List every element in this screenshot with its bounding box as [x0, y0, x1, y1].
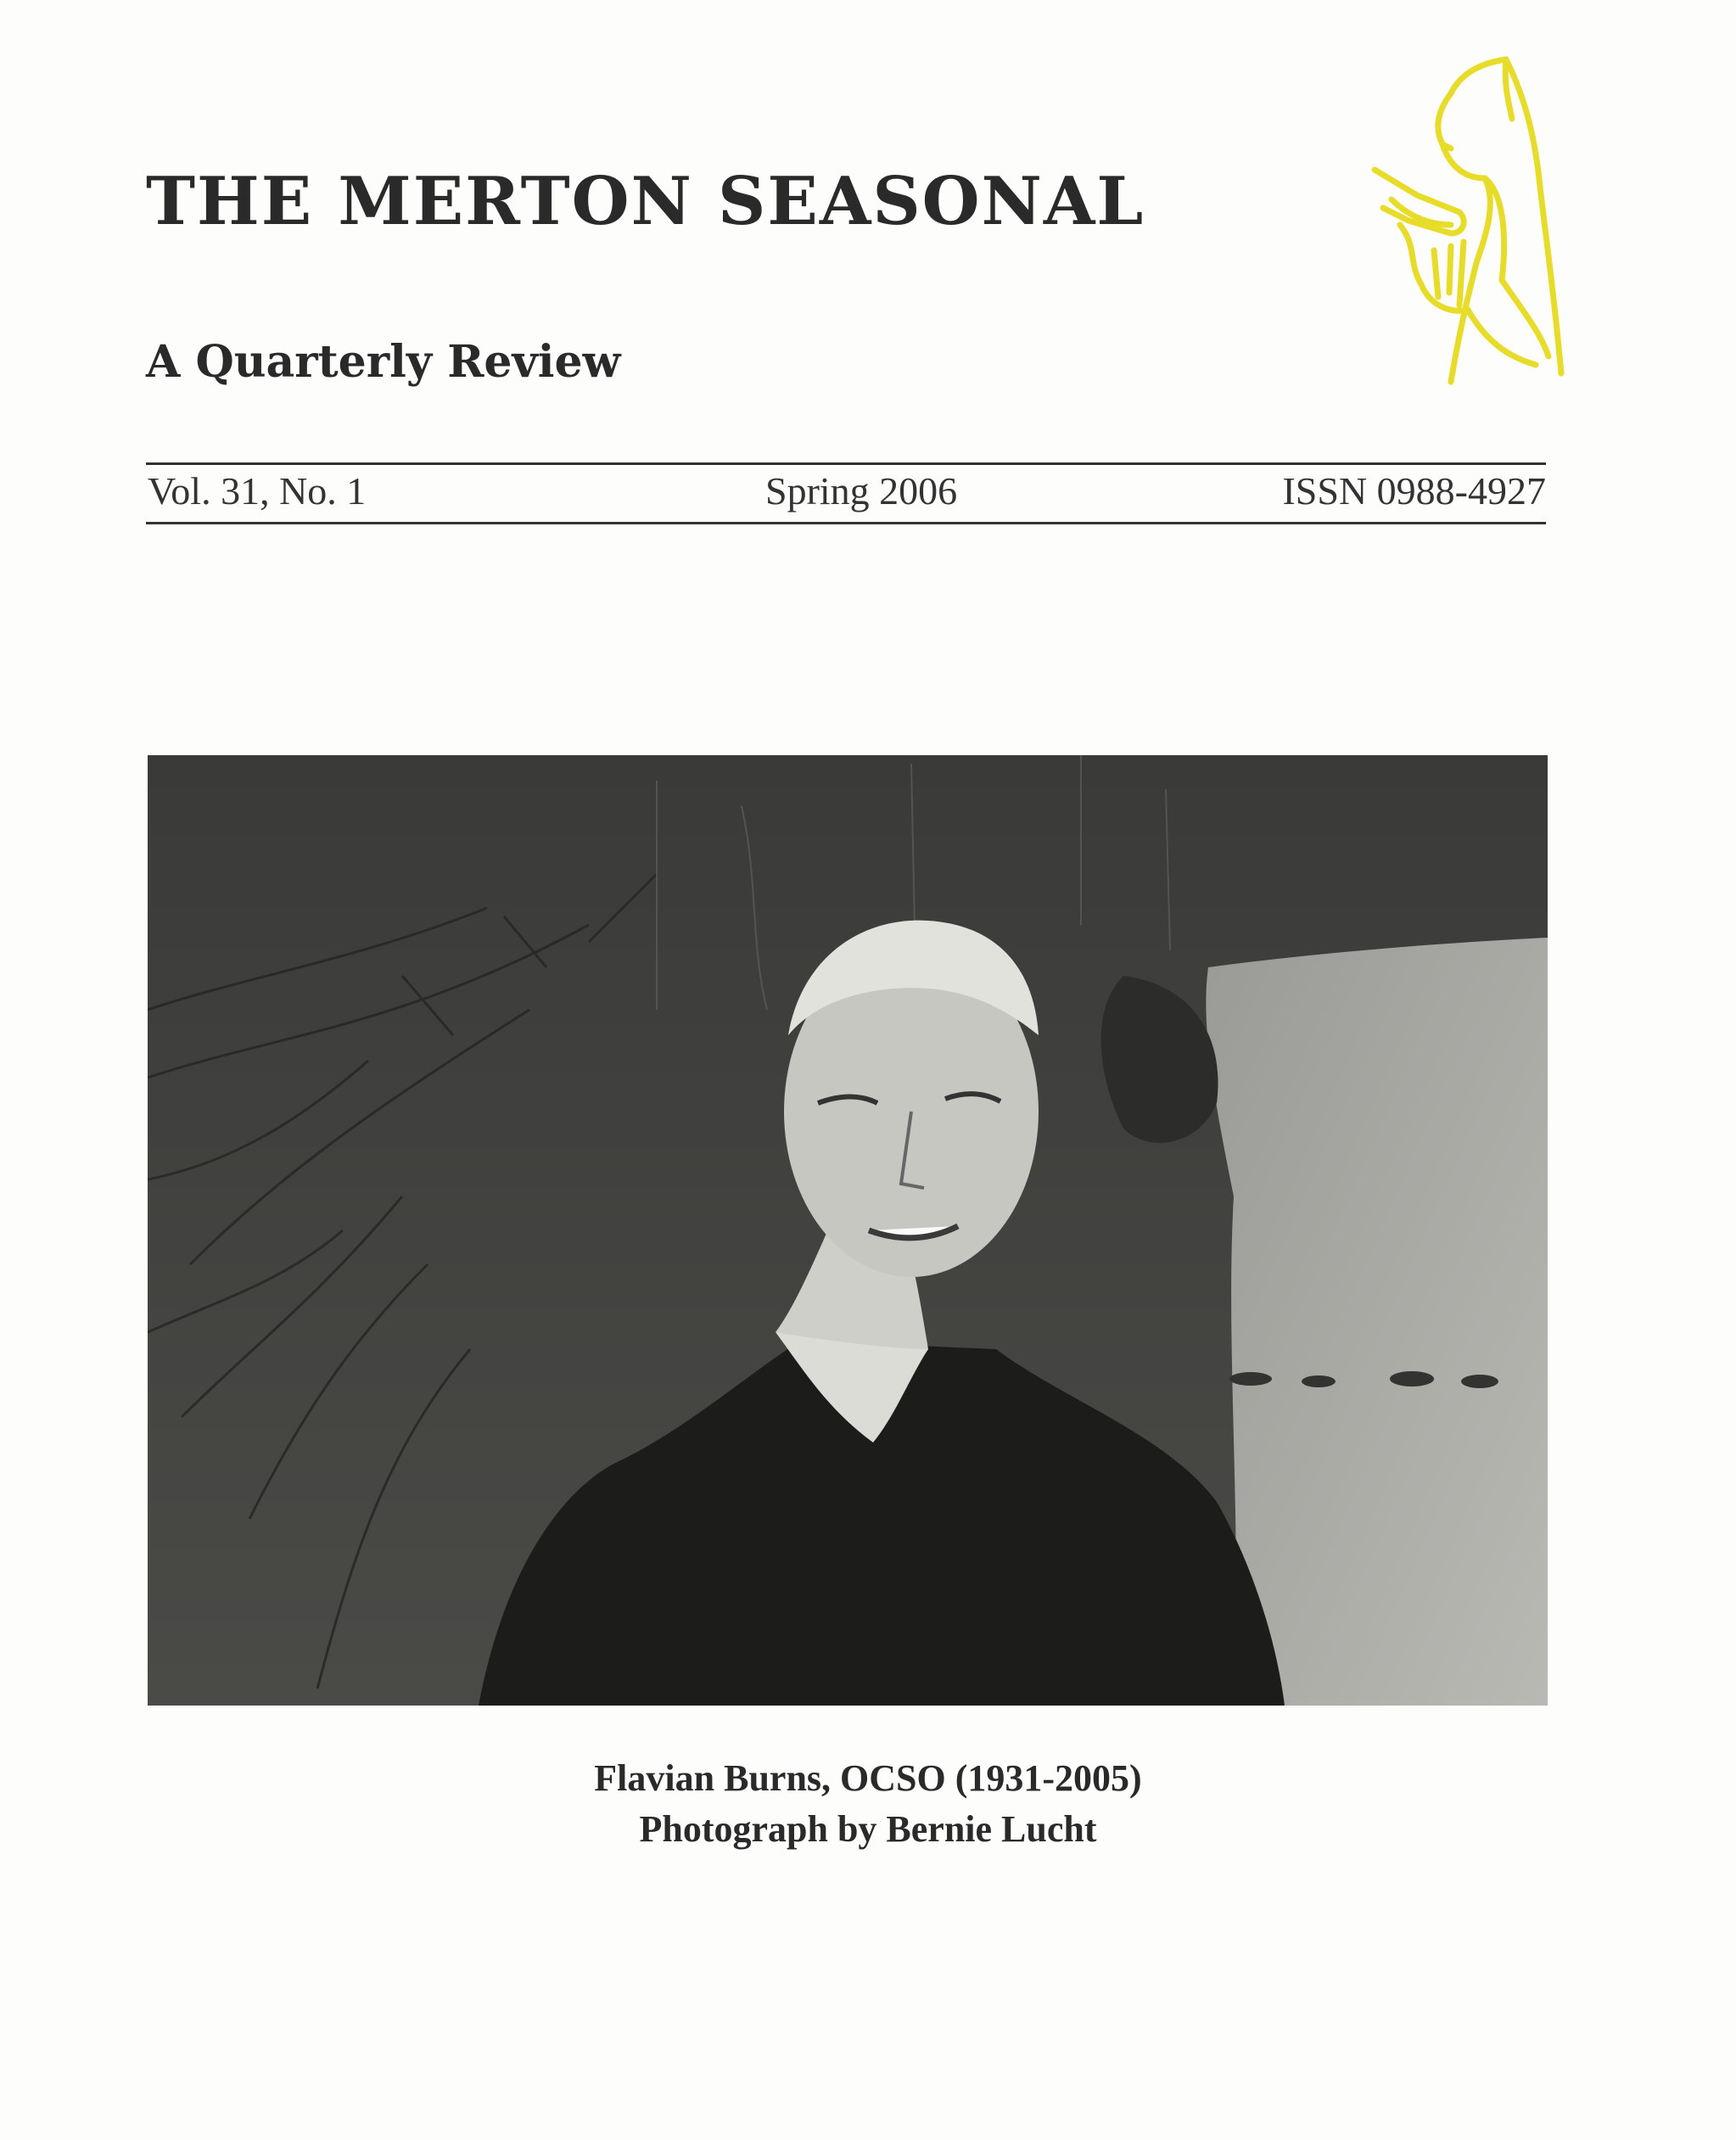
bottom-rule	[146, 522, 1546, 524]
journal-title: THE MERTON SEASONAL	[146, 163, 1145, 240]
photo-credit: Photograph by Bernie Lucht	[639, 1808, 1097, 1850]
issue-season: Spring 2006	[765, 469, 958, 513]
issn-number: ISSN 0988-4927	[1282, 469, 1546, 513]
top-rule	[146, 462, 1546, 465]
journal-subtitle: A Quarterly Review	[146, 336, 621, 388]
cover-photograph	[148, 755, 1548, 1706]
photo-caption-subject: Flavian Burns, OCSO (1931-2005)	[594, 1757, 1142, 1799]
volume-number: Vol. 31, No. 1	[148, 469, 367, 513]
monk-sketch-icon	[1358, 51, 1578, 390]
